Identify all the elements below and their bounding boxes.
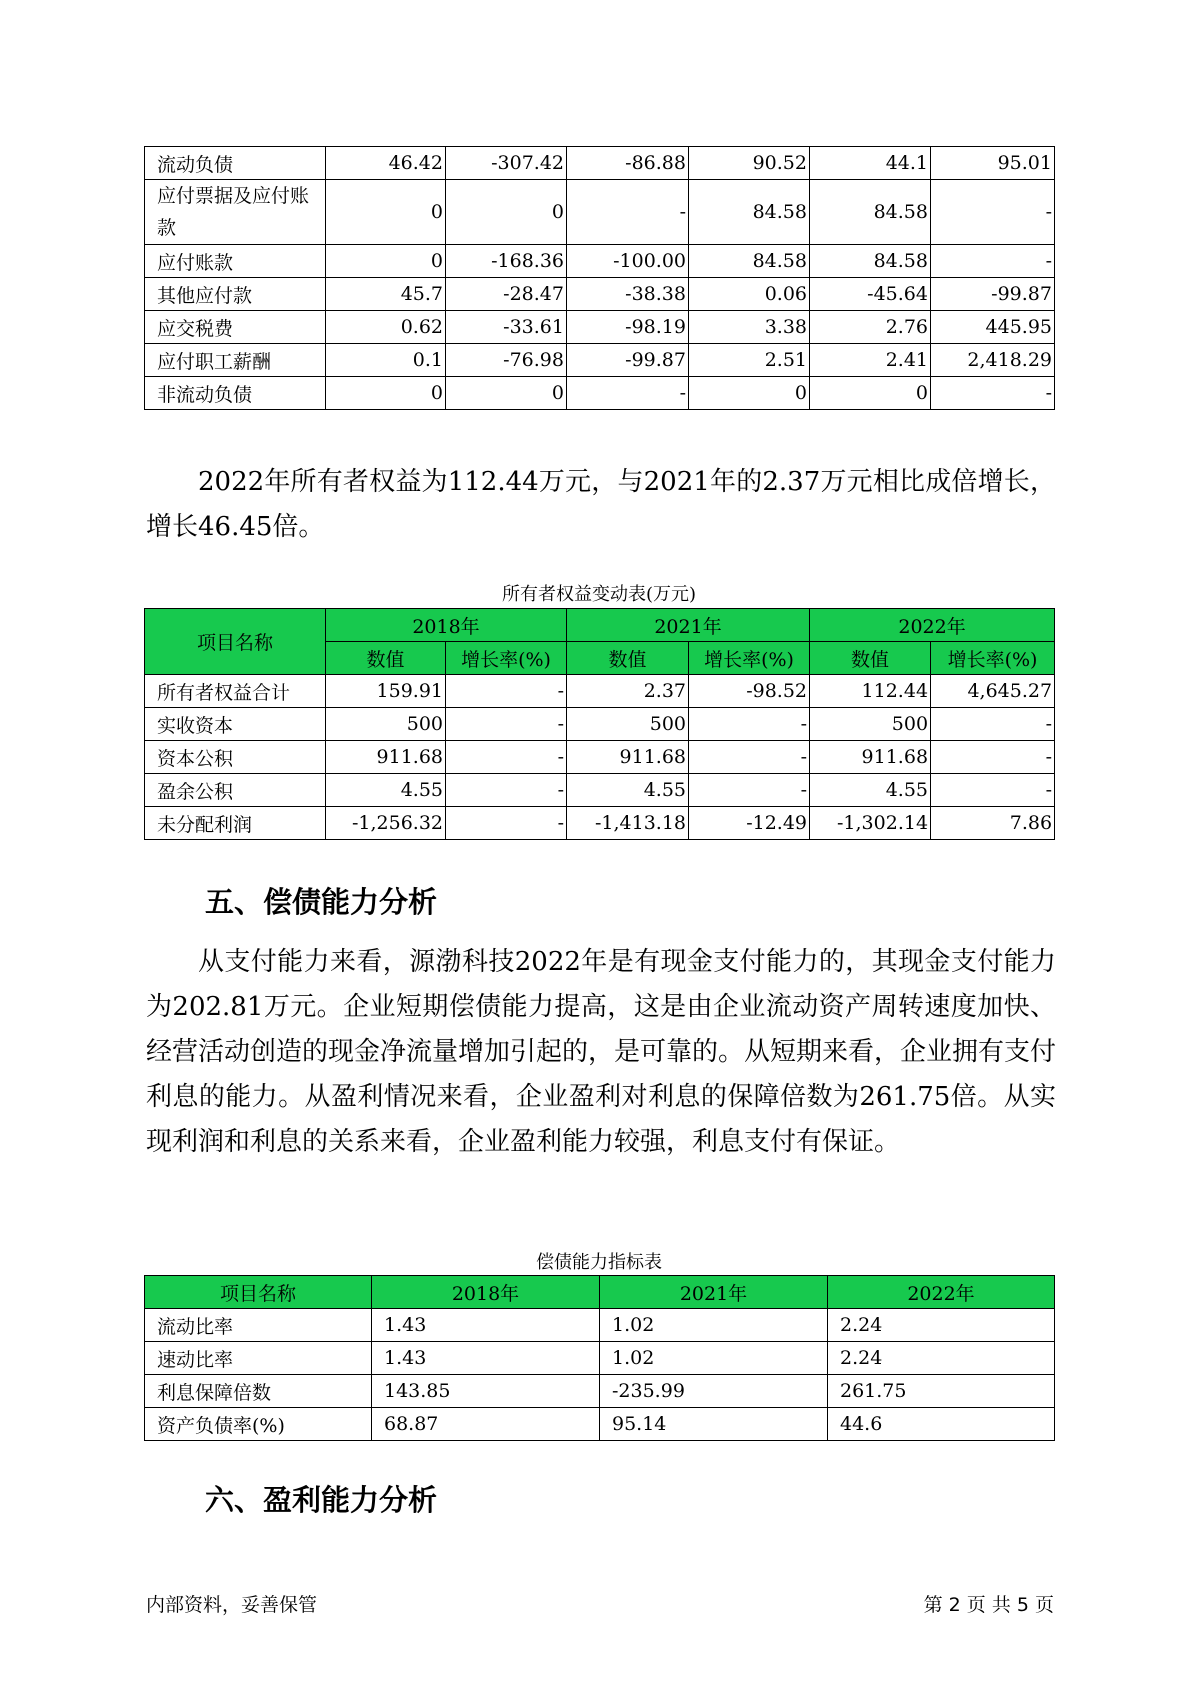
cell: 3.38: [689, 311, 810, 344]
table-row: [145, 311, 1055, 344]
row-label: 所有者权益合计: [145, 675, 326, 708]
equity-table-caption: 所有者权益变动表(万元): [501, 584, 697, 605]
cell: 911.68: [810, 741, 931, 774]
cell: -33.61: [446, 311, 567, 344]
cell: 143.85: [372, 1375, 600, 1408]
row-label: 应付职工薪酬: [145, 344, 326, 377]
cell: 84.58: [689, 245, 810, 278]
cell: 0: [446, 377, 567, 410]
cell: -: [689, 774, 810, 807]
header-value: 数值: [810, 642, 931, 675]
row-label: 非流动负债: [145, 377, 326, 410]
row-label: 应交税费: [145, 311, 326, 344]
row-label: 流动比率: [145, 1309, 372, 1342]
cell: -: [931, 774, 1055, 807]
table-row: [145, 774, 1055, 807]
header-year: 2021年: [600, 1276, 828, 1309]
cell: 500: [567, 708, 689, 741]
cell: -99.87: [567, 344, 689, 377]
header-year: 2021年: [567, 609, 810, 642]
cell: -86.88: [567, 147, 689, 180]
cell: 2.24: [828, 1309, 1055, 1342]
cell: 68.87: [372, 1408, 600, 1441]
cell: -235.99: [600, 1375, 828, 1408]
header-year: 2022年: [810, 609, 1055, 642]
cell: -: [931, 708, 1055, 741]
liabilities-table: [144, 146, 1055, 410]
header-year: 2018年: [372, 1276, 600, 1309]
table-row: [145, 741, 1055, 774]
cell: -: [446, 774, 567, 807]
cell: -98.19: [567, 311, 689, 344]
cell: 2,418.29: [931, 344, 1055, 377]
row-label: 资本公积: [145, 741, 326, 774]
cell: 911.68: [326, 741, 446, 774]
cell: 90.52: [689, 147, 810, 180]
row-label: 利息保障倍数: [145, 1375, 372, 1408]
equity-table: [144, 608, 1055, 840]
row-label: 未分配利润: [145, 807, 326, 840]
cell: 0.1: [326, 344, 446, 377]
row-label: 应付账款: [145, 245, 326, 278]
header-growth: 增长率(%): [446, 642, 567, 675]
solvency-paragraph: 从支付能力来看，源渤科技2022年是有现金支付能力的，其现金支付能力为202.81万元。企业短期偿债能力提高，这是由企业流动资产周转速度加快、经营活动创造的现金净流量增加引起的，是可靠的。从短期来看，企业拥有支付利息的能力。从盈利情况来看，企业盈利对利息的保障倍数为261.75倍。从实现利润和利息的关系来看，企业盈利能力较强，利息支付有保证。: [146, 947, 1057, 1157]
cell: -: [446, 807, 567, 840]
cell: -: [689, 741, 810, 774]
cell: -1,413.18: [567, 807, 689, 840]
cell: 0.62: [326, 311, 446, 344]
row-label: 其他应付款: [145, 278, 326, 311]
cell: -38.38: [567, 278, 689, 311]
cell: -12.49: [689, 807, 810, 840]
header-growth: 增长率(%): [689, 642, 810, 675]
cell: 7.86: [931, 807, 1055, 840]
table-row: [145, 1309, 1055, 1342]
cell: 44.6: [828, 1408, 1055, 1441]
row-label: 流动负债: [145, 147, 326, 180]
row-label: 速动比率: [145, 1342, 372, 1375]
solvency-table: [144, 1275, 1055, 1441]
header-item-name: 项目名称: [145, 1276, 372, 1309]
equity-paragraph: 2022年所有者权益为112.44万元，与2021年的2.37万元相比成倍增长，增长46.45倍。: [146, 467, 1056, 542]
header-row: [145, 609, 1055, 642]
header-growth: 增长率(%): [931, 642, 1055, 675]
cell: 500: [326, 708, 446, 741]
cell: -: [931, 377, 1055, 410]
table-row: [145, 180, 1055, 245]
cell: 0: [326, 245, 446, 278]
header-item-name: 项目名称: [145, 609, 326, 675]
cell: 911.68: [567, 741, 689, 774]
cell: 0: [446, 180, 567, 245]
table-row: [145, 147, 1055, 180]
cell: 500: [810, 708, 931, 741]
table-row: [145, 1375, 1055, 1408]
cell: -: [931, 741, 1055, 774]
table-row: [145, 675, 1055, 708]
solvency-table-caption: 偿债能力指标表: [536, 1252, 662, 1273]
row-label: 实收资本: [145, 708, 326, 741]
cell: -: [931, 180, 1055, 245]
header-value: 数值: [567, 642, 689, 675]
header-row: [145, 1276, 1055, 1309]
header-year: 2022年: [828, 1276, 1055, 1309]
cell: 445.95: [931, 311, 1055, 344]
table-row: [145, 245, 1055, 278]
header-value: 数值: [326, 642, 446, 675]
section-heading-profitability: 六、盈利能力分析: [205, 1483, 438, 1517]
cell: -28.47: [446, 278, 567, 311]
cell: -100.00: [567, 245, 689, 278]
cell: 1.43: [372, 1309, 600, 1342]
cell: 4.55: [567, 774, 689, 807]
row-label: 应付票据及应付账款: [145, 180, 326, 245]
footer-page-number: 第 2 页 共 5 页: [923, 1594, 1054, 1616]
cell: 159.91: [326, 675, 446, 708]
cell: 2.37: [567, 675, 689, 708]
cell: -: [446, 708, 567, 741]
cell: -45.64: [810, 278, 931, 311]
cell: 84.58: [810, 245, 931, 278]
cell: 44.1: [810, 147, 931, 180]
table-row: [145, 278, 1055, 311]
cell: -1,302.14: [810, 807, 931, 840]
cell: 2.24: [828, 1342, 1055, 1375]
cell: 0: [810, 377, 931, 410]
cell: -168.36: [446, 245, 567, 278]
table-row: [145, 708, 1055, 741]
footer-confidential-note: 内部资料，妥善保管: [146, 1594, 318, 1616]
section-heading-solvency: 五、偿债能力分析: [205, 885, 438, 919]
cell: 84.58: [810, 180, 931, 245]
cell: -: [689, 708, 810, 741]
cell: 4,645.27: [931, 675, 1055, 708]
table-row: [145, 344, 1055, 377]
cell: 46.42: [326, 147, 446, 180]
cell: 1.43: [372, 1342, 600, 1375]
table-row: [145, 807, 1055, 840]
cell: 2.51: [689, 344, 810, 377]
cell: 95.14: [600, 1408, 828, 1441]
cell: 84.58: [689, 180, 810, 245]
cell: 0: [326, 377, 446, 410]
cell: -: [567, 180, 689, 245]
cell: 2.41: [810, 344, 931, 377]
cell: -98.52: [689, 675, 810, 708]
cell: 2.76: [810, 311, 931, 344]
cell: 261.75: [828, 1375, 1055, 1408]
table-row: [145, 377, 1055, 410]
cell: -1,256.32: [326, 807, 446, 840]
row-label: 盈余公积: [145, 774, 326, 807]
cell: 45.7: [326, 278, 446, 311]
cell: -: [446, 741, 567, 774]
table-row: [145, 1342, 1055, 1375]
row-label: 资产负债率(%): [145, 1408, 372, 1441]
cell: 0: [326, 180, 446, 245]
cell: 0.06: [689, 278, 810, 311]
cell: 1.02: [600, 1342, 828, 1375]
cell: -76.98: [446, 344, 567, 377]
table-row: [145, 1408, 1055, 1441]
cell: 0: [689, 377, 810, 410]
cell: -: [446, 675, 567, 708]
cell: 4.55: [810, 774, 931, 807]
cell: 4.55: [326, 774, 446, 807]
cell: -307.42: [446, 147, 567, 180]
cell: -: [567, 377, 689, 410]
cell: 1.02: [600, 1309, 828, 1342]
header-year: 2018年: [326, 609, 567, 642]
cell: 95.01: [931, 147, 1055, 180]
cell: -99.87: [931, 278, 1055, 311]
cell: -: [931, 245, 1055, 278]
cell: 112.44: [810, 675, 931, 708]
